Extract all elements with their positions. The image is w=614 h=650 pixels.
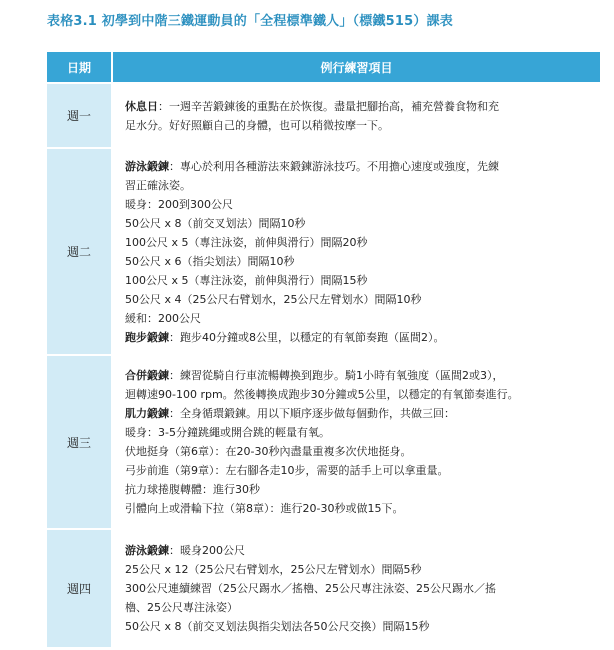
content-line-text: ：專心於利用各種游法來鍛鍊游泳技巧。不用擔心速度或強度，先練 xyxy=(169,159,499,173)
content-line xyxy=(125,442,592,461)
content-line xyxy=(125,290,592,309)
content-line xyxy=(125,309,592,328)
content-line-text: ：暖身200公尺 xyxy=(169,544,245,557)
row-content xyxy=(113,84,600,147)
table-row xyxy=(47,356,600,528)
content-line xyxy=(125,252,592,271)
content-line-text: 足水分。好好照顧自己的身體，也可以稍微按摩一下。 xyxy=(125,118,389,132)
row-day-label: 週三 xyxy=(47,356,111,528)
content-line xyxy=(125,579,592,598)
content-line xyxy=(125,499,592,518)
content-line-heading: 游泳鍛鍊 xyxy=(125,159,169,173)
content-line-text: ：全身循環鍛鍊。用以下順序逐步做每個動作，共做三回： xyxy=(169,407,455,420)
header-day: 日期 xyxy=(47,52,111,82)
content-line-text: 50公尺 x 8（前交叉划法與指尖划法各50公尺交換）間隔15秒 xyxy=(125,620,430,633)
content-line xyxy=(125,541,592,560)
content-line xyxy=(125,404,592,423)
content-line-text: ：練習從騎自行車流暢轉換到跑步。騎1小時有氧強度（區間2或3）， xyxy=(169,369,504,382)
content-line-text: 暖身：3-5分鐘跳繩或開合跳的輕量有氧。 xyxy=(125,426,330,439)
content-line xyxy=(125,598,592,617)
table-row xyxy=(47,84,600,147)
content-line xyxy=(125,385,592,404)
content-line-text: ：跑步40分鐘或8公里，以穩定的有氧節奏跑（區間2）。 xyxy=(169,330,445,344)
content-line-heading: 休息日 xyxy=(125,99,158,113)
row-content xyxy=(113,356,600,528)
row-content xyxy=(113,530,600,647)
content-line xyxy=(125,560,592,579)
content-line-text: 引體向上或滑輪下拉（第8章）：進行20-30秒或做15下。 xyxy=(125,502,404,515)
row-day-label: 週四 xyxy=(47,530,111,647)
content-line xyxy=(125,328,592,347)
content-line xyxy=(125,461,592,480)
content-line xyxy=(125,366,592,385)
content-line-text: 伏地挺身（第6章）：在20-30秒內盡量重複多次伏地挺身。 xyxy=(125,445,412,458)
content-line-heading: 合併鍛鍊 xyxy=(125,369,169,382)
content-line xyxy=(125,97,592,116)
content-line xyxy=(125,271,592,290)
content-line-text: 櫓、25公尺專注泳姿） xyxy=(125,601,238,614)
content-line xyxy=(125,116,592,135)
content-line-text: 50公尺 x 6（指尖划法）間隔10秒 xyxy=(125,254,295,268)
table-row xyxy=(47,149,600,354)
content-line xyxy=(125,214,592,233)
table-header-row xyxy=(47,52,600,82)
content-line-heading: 跑步鍛鍊 xyxy=(125,330,169,344)
content-line xyxy=(125,233,592,252)
content-line xyxy=(125,617,592,636)
content-line-text: 緩和：200公尺 xyxy=(125,311,201,325)
header-content: 例行練習項目 xyxy=(113,52,600,82)
content-line xyxy=(125,423,592,442)
content-line-text: 100公尺 x 5（專注泳姿，前伸與滑行）間隔15秒 xyxy=(125,273,368,287)
row-content xyxy=(113,149,600,354)
content-line-text: 弓步前進（第9章）：左右腳各走10步，需要的話手上可以拿重量。 xyxy=(125,464,449,477)
content-line-text: 100公尺 x 5（專注泳姿，前伸與滑行）間隔20秒 xyxy=(125,235,368,249)
content-line-text: 迴轉速90-100 rpm。然後轉換成跑步30分鐘或5公里，以穩定的有氧節奏進行。 xyxy=(125,388,519,401)
table-row xyxy=(47,530,600,647)
content-line-text: ：一週辛苦鍛鍊後的重點在於恢復。盡量把腳抬高，補充營養食物和充 xyxy=(158,99,499,113)
content-line-text: 25公尺 x 12（25公尺右臂划水，25公尺左臂划水）間隔5秒 xyxy=(125,563,422,576)
training-schedule-table xyxy=(47,52,600,649)
row-day-label: 週二 xyxy=(47,149,111,354)
content-line-heading: 肌力鍛鍊 xyxy=(125,407,169,420)
content-line xyxy=(125,176,592,195)
content-line-text: 50公尺 x 8（前交叉划法）間隔10秒 xyxy=(125,216,306,230)
table-caption: 表格3.1 初學到中階三鐵運動員的「全程標準鐵人」（標鐵515）課表 xyxy=(47,14,453,29)
content-line-text: 習正確泳姿。 xyxy=(125,178,191,192)
content-line-text: 300公尺連續練習（25公尺踢水／搖櫓、25公尺專注泳姿、25公尺踢水／搖 xyxy=(125,582,496,595)
content-line xyxy=(125,157,592,176)
content-line-text: 50公尺 x 4（25公尺右臂划水，25公尺左臂划水）間隔10秒 xyxy=(125,292,422,306)
content-line xyxy=(125,480,592,499)
content-line xyxy=(125,195,592,214)
content-line-heading: 游泳鍛鍊 xyxy=(125,544,169,557)
content-line-text: 抗力球捲腹轉體：進行30秒 xyxy=(125,483,260,496)
content-line-text: 暖身：200到300公尺 xyxy=(125,197,233,211)
row-day-label: 週一 xyxy=(47,84,111,147)
